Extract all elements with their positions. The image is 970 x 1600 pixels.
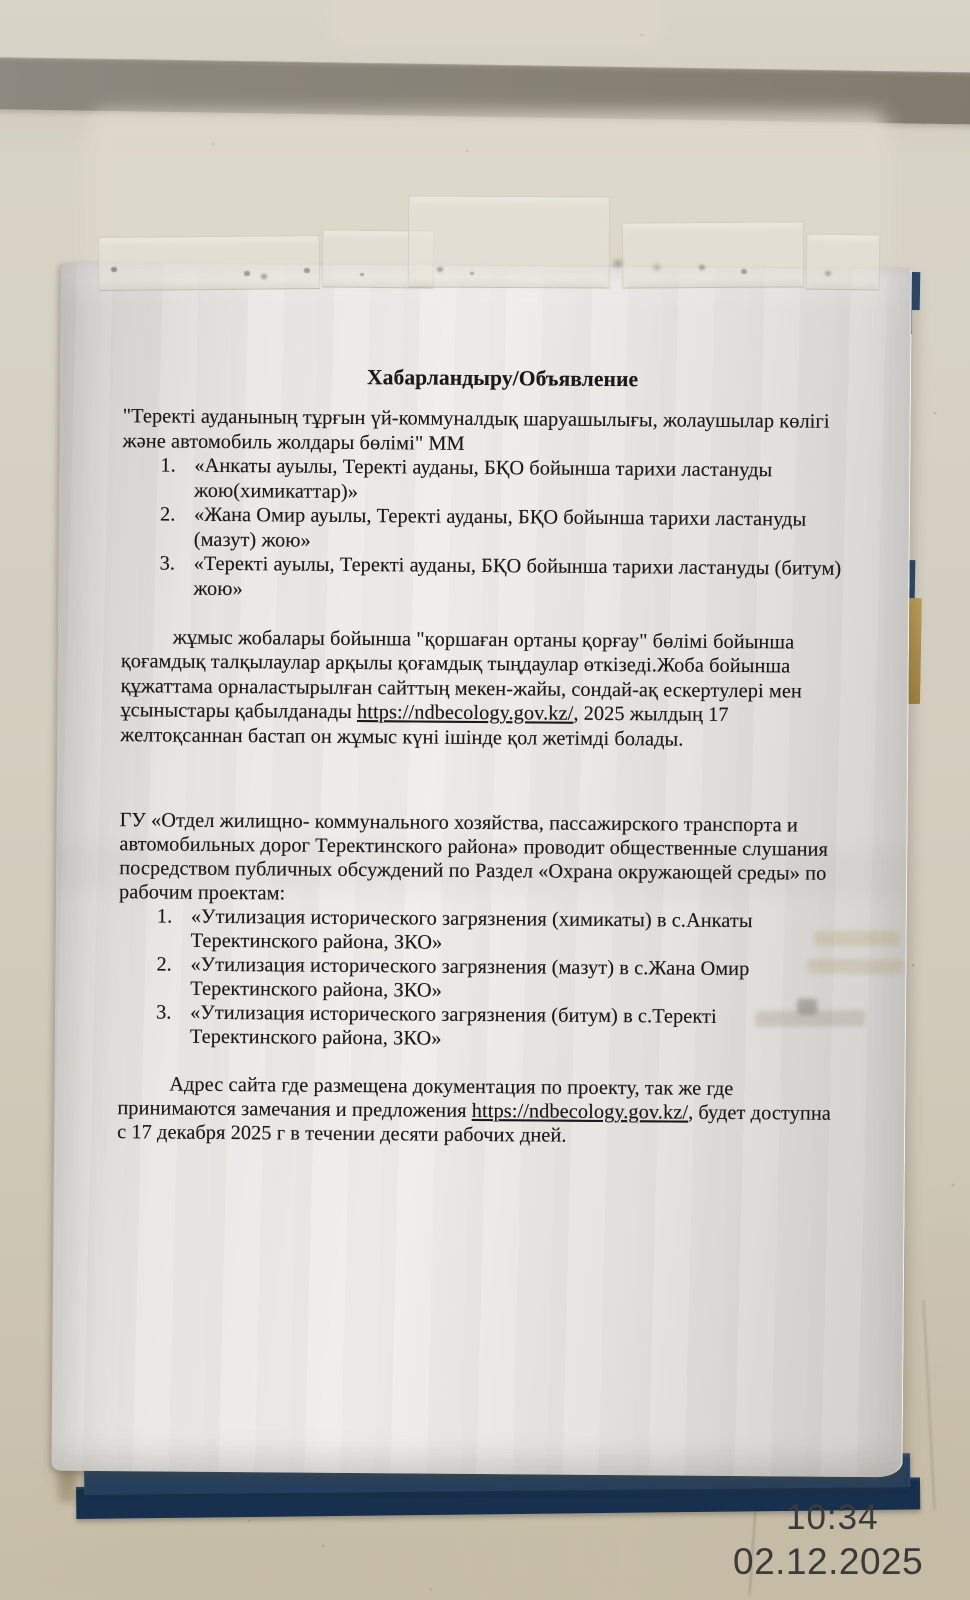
russian-intro-paragraph: ГУ «Отдел жилищно- коммунального хозяйства, пассажирского транспорта и автомобильных дорог Теректинского района» проводит общественные слушания посредством публичных обсуждений по Раздел «Охрана окружающей среды» по рабочим проектам: xyxy=(118,808,834,904)
section-gap xyxy=(120,772,841,814)
russian-body-text: , будет доступна с 17 декабря 2025 г в течении десяти рабочих дней. xyxy=(117,1101,837,1147)
clear-tape-piece xyxy=(806,233,881,290)
russian-section xyxy=(117,808,841,1174)
list-item-number: 1. xyxy=(160,454,176,477)
list-item-text: «Анкаты ауылы, Теректі ауданы, БҚО бойынша тарихи ластануды жою(химикаттар)» xyxy=(194,454,778,503)
ink-bleed-mark xyxy=(814,931,900,947)
list-item xyxy=(122,453,843,508)
wall-paint-patch-top xyxy=(330,0,660,46)
announcement-content xyxy=(54,263,911,1174)
list-item xyxy=(122,502,843,557)
list-item-text: «Теректі ауылы, Теректі ауданы, БҚО бойынша тарихи ластануды (битум) жою» xyxy=(193,552,847,600)
list-item-text: «Утилизация исторического загрязнения (битум) в с.Теректі Теректинского района, ЗКО» xyxy=(189,1001,723,1050)
russian-project-list xyxy=(118,904,840,1054)
kazakh-project-list xyxy=(121,453,847,606)
russian-body-text: Адрес сайта где размещена документация по проекту, так же где принимаются замечания и предложения xyxy=(117,1073,739,1122)
list-item-number: 3. xyxy=(156,1000,172,1024)
kazakh-body-text: , 2025 жылдың 17 желтоқсаннан бастап он жұмыс күні ішінде қол жетімді болады. xyxy=(120,702,734,751)
list-item-number: 2. xyxy=(159,503,176,526)
announcement-sheet xyxy=(52,263,912,1478)
list-item-number: 2. xyxy=(156,952,173,976)
camera-date: 02.12.2025 xyxy=(733,1541,924,1582)
list-item xyxy=(118,1000,839,1054)
list-item-number: 3. xyxy=(159,552,176,575)
document-title: Хабарландыру/Объявление xyxy=(366,365,639,392)
website-link: https://ndbecology.gov.kz/ xyxy=(357,701,574,725)
clear-tape-piece xyxy=(408,195,610,288)
list-item-text: «Утилизация исторического загрязнения (мазут) в с.Жана Омир Теректинского района, ЗКО» xyxy=(190,953,755,1002)
clear-tape-piece xyxy=(98,235,320,291)
list-item xyxy=(118,952,839,1006)
clear-tape-piece xyxy=(622,221,804,288)
list-item-text: «Жана Омир ауылы, Теректі ауданы, БҚО бойынша тарихи ластануды (мазут) жою» xyxy=(193,503,812,552)
kazakh-section xyxy=(120,404,847,777)
kazakh-intro-paragraph: "Теректі ауданының тұрғын үй-коммуналдық шаруашылығы, жолаушылар көлігі және автомобиль жолдары бөлімі" ММ xyxy=(122,405,835,455)
ink-bleed-mark xyxy=(797,998,817,1014)
kazakh-body-paragraph xyxy=(120,600,842,777)
list-item-text: «Утилизация исторического загрязнения (химикаты) в с.Анкаты Теректинского района, ЗКО» xyxy=(190,905,758,954)
website-link: https://ndbecology.gov.kz/ xyxy=(471,1099,689,1124)
wall-crack xyxy=(923,1300,936,1510)
list-item xyxy=(121,551,847,606)
ink-bleed-mark xyxy=(807,959,903,975)
tape-dirt-smudges xyxy=(0,0,4,3)
russian-body-paragraph xyxy=(117,1048,839,1174)
kazakh-body-text: жұмыс жобалары бойынша "қоршаған ортаны қорғау" бөлімі бойынша қоғамдық талқылаулар арқылы қоғамдық тыңдаулар өткізеді.Жоба бойынша құжаттама орналастырылған сайттың мекен-жайы, сондай-ақ ескертулері мен ұсыныстары қабылданады xyxy=(120,626,808,724)
camera-time: 10:34 xyxy=(786,1498,879,1537)
list-item xyxy=(119,904,840,958)
list-item-number: 1. xyxy=(156,904,173,928)
